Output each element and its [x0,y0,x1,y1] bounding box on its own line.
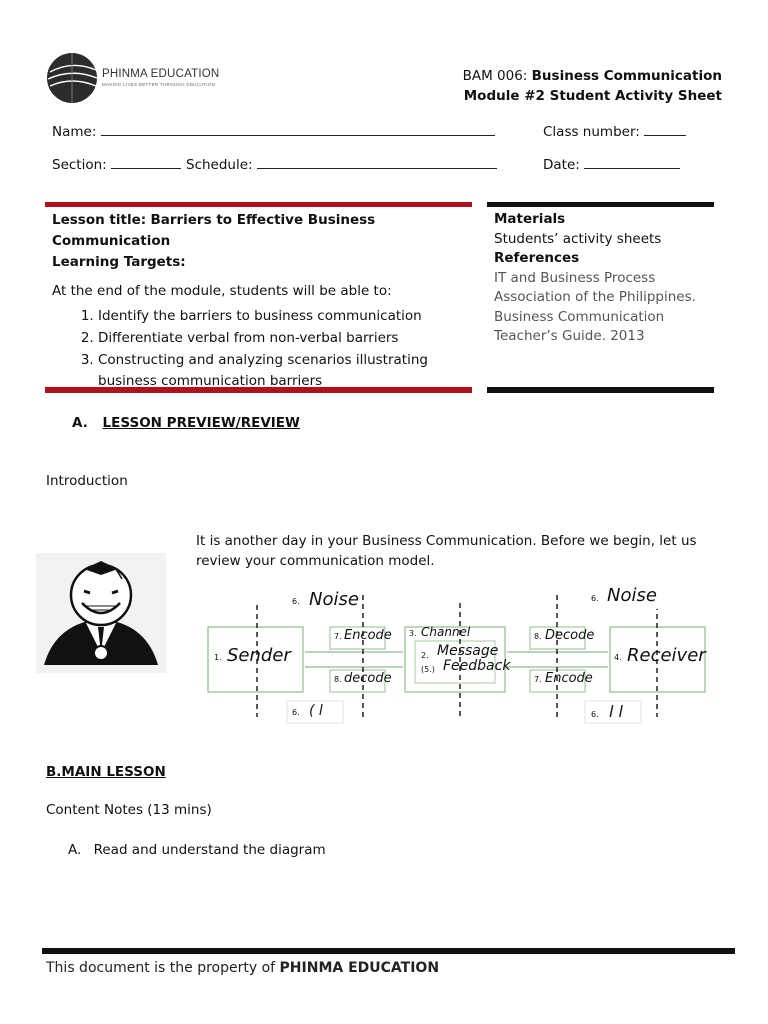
class-number-label: Class number: [543,124,640,140]
bottom-right-num: 6. [591,710,599,719]
target-item: 3. Constructing and analyzing scenarios illustrating business communication barriers [98,350,428,392]
class-number-blank[interactable] [644,123,686,136]
receiver-text: Receiver [627,645,706,666]
schedule-label: Schedule: [186,157,253,173]
introduction-label: Introduction [46,473,128,489]
references-label: References [494,250,580,266]
feedback-num: (5.) [421,665,435,674]
sender-num: 1. [214,653,222,662]
materials-info [494,210,709,347]
date-field [543,156,680,173]
course-header [463,66,722,106]
materials-bottom-bar [487,387,714,393]
section-b-heading: B.MAIN LESSON [46,764,166,780]
encode-left-num: 7. [334,632,342,641]
encode-right-text: Encode [545,671,593,686]
channel-num: 3. [409,629,417,638]
section-label: Section: [52,157,107,173]
mascot-illustration [36,553,166,673]
footer-prefix: This document is the property of [46,960,276,976]
noise-left-text: Noise [309,589,359,610]
noise-right-text: Noise [607,585,657,606]
footer-text [46,960,439,976]
bottom-left-text: ( l [309,703,323,719]
content-notes-label: Content Notes (13 mins) [46,802,212,818]
decode-left-num: 8. [334,675,342,684]
encode-right-num: 7. [534,675,542,684]
decode-right-text: Decode [545,628,595,643]
section-blank[interactable] [111,156,181,169]
course-title: Business Communication [531,68,722,84]
course-code: BAM 006: [462,68,528,84]
lesson-top-bar [45,202,472,207]
receiver-num: 4. [614,653,622,662]
globe-logo-icon [46,52,102,104]
logo-text [102,68,219,87]
communication-model-diagram [205,585,725,725]
target-item: 2. Differentiate verbal from non-verbal barriers [98,328,462,349]
noise-right-num: 6. [591,594,599,603]
materials-text: Students’ activity sheets [494,230,662,247]
schedule-field [186,156,497,173]
name-label: Name: [52,124,97,140]
feedback-text: Feedback [443,658,511,674]
name-blank[interactable] [101,123,495,136]
lesson-title-label: Lesson title: [52,212,147,228]
targets-list [52,306,462,392]
footer-bar [42,948,735,954]
date-blank[interactable] [584,156,680,169]
section-field [52,156,181,173]
read-item-letter: A. [68,842,82,858]
encode-left-text: Encode [344,628,392,643]
logo-tagline: MAKING LIVES BETTER THROUGH EDUCATION [102,82,216,87]
read-diagram-item [68,842,326,858]
materials-top-bar [487,202,714,207]
schedule-blank[interactable] [257,156,497,169]
intro-paragraph: It is another day in your Business Communication. Before we begin, let us review your communication model. [196,533,697,569]
message-num: 2. [421,651,429,660]
bottom-right-text: l l [609,702,623,721]
target-item: 1. Identify the barriers to business communication [98,306,462,327]
name-field [52,123,495,140]
read-item-text: Read and understand the diagram [93,842,326,858]
lesson-info [52,210,462,393]
date-label: Date: [543,157,580,173]
footer-owner: PHINMA EDUCATION [279,960,440,976]
materials-label: Materials [494,211,566,227]
channel-text: Channel [421,625,471,639]
mascot-figure-icon [36,553,166,673]
sender-text: Sender [227,645,291,666]
noise-left-num: 6. [292,597,300,606]
decode-left-text: decode [344,671,392,686]
targets-intro: At the end of the module, students will be able to: [52,283,392,299]
logo-name: PHINMA EDUCATION [102,68,220,80]
learning-targets-label: Learning Targets: [52,254,186,270]
module-line: Module #2 Student Activity Sheet [463,88,722,104]
decode-right-num: 8. [534,632,542,641]
references-text: IT and Business Process Association of the Philippines. Business Communication Teacher’s Guide. 2013 [494,269,696,344]
lesson-title: Barriers to Effective Business Communication [52,212,376,249]
class-number-field [543,123,686,140]
section-a-heading [72,415,300,431]
bottom-left-num: 6. [292,708,300,717]
section-a-letter: A. [72,415,88,431]
section-a-title: LESSON PREVIEW/REVIEW [102,415,300,431]
message-text: Message [437,643,499,659]
